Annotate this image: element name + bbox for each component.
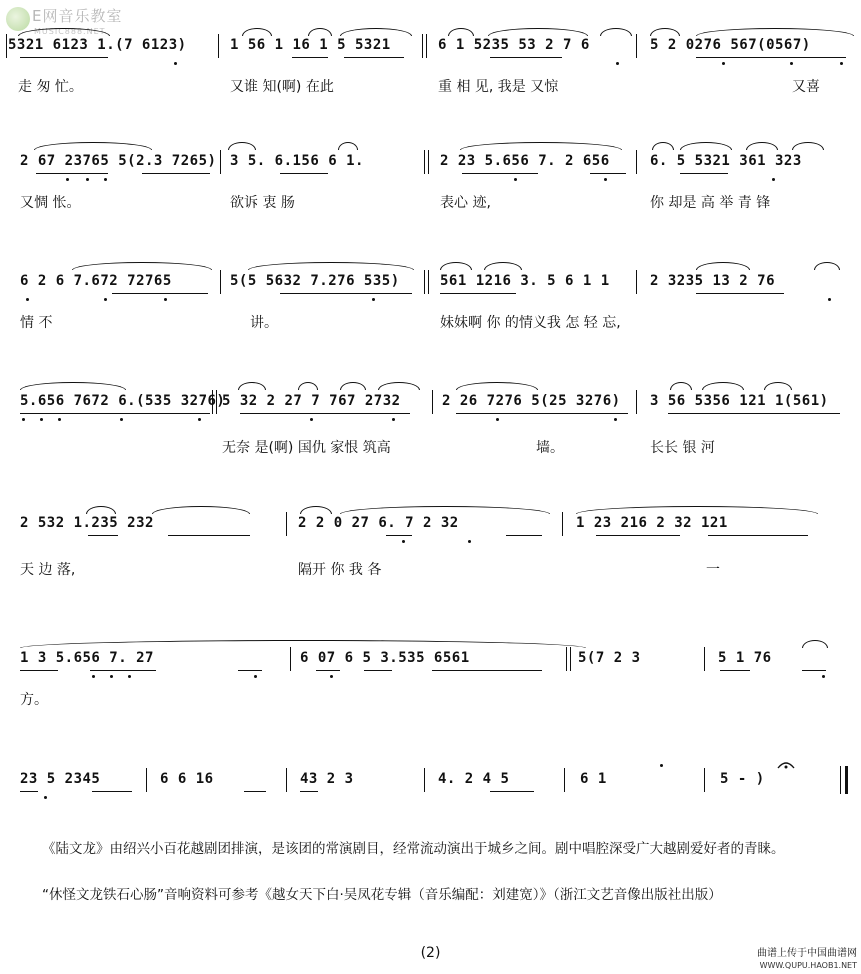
note-paragraph: 《陆文龙》由绍兴小百花越剧团排演，是该团的常演剧目，经常流动演出于城乡之间。剧中唱腔深受广大越剧爱好者的青睐。: [42, 841, 785, 857]
measure-notes: 5(5 5632 7.276 535): [230, 273, 400, 289]
lyric-line: 走 匆 忙。: [18, 79, 83, 95]
measure-notes: 5 32 2 27 7 767 2732: [222, 393, 401, 409]
slur: [488, 28, 588, 36]
lyric-line: 无奈 是(啊) 国仇 家恨 筑高: [222, 440, 391, 456]
lyric-line: 长长 银 河: [650, 440, 715, 456]
measure-notes: 1 56 1 16 1 5 5321: [230, 37, 391, 53]
slur: [308, 28, 332, 36]
measure-notes: 3 56 5356 121 1(561): [650, 393, 829, 409]
measure-notes: 5.656 7672 6.(535 3276): [20, 393, 226, 409]
measure-notes: 561 1216 3. 5 6 1 1: [440, 273, 610, 289]
measure-notes: 6 2 6 7.672 72765: [20, 273, 172, 289]
slur: [600, 28, 632, 36]
measure-notes: 2 3235 13 2 76: [650, 273, 776, 289]
measure-notes: 4. 2 4 5: [438, 771, 510, 787]
page-number: (2): [420, 945, 441, 961]
lyric-line: 欲诉 衷 肠: [230, 195, 295, 211]
lyric-line: 又谁 知(啊) 在此: [230, 79, 334, 95]
slur: [340, 28, 412, 36]
lyric-line: 重 相 见, 我是 又惊: [438, 79, 559, 95]
measure-notes: 5 2 0276 567(0567): [650, 37, 811, 53]
lyric-line: 天 边 落,: [20, 562, 76, 578]
slur: [696, 28, 854, 36]
watermark-title: E网音乐教室: [32, 7, 123, 25]
lyric-line: 讲。: [250, 315, 278, 331]
lyric-line: 表心 迹,: [440, 195, 491, 211]
measure-notes: 2 67 23765 5(2.3 7265): [20, 153, 217, 169]
measure-notes: 6. 5 5321 361 323: [650, 153, 802, 169]
lyric-line: 方。: [20, 692, 48, 708]
measure-notes: 1 3 5.656 7. 27: [20, 650, 154, 666]
measure-notes: 5321 6123 1.(7 6123): [8, 37, 187, 53]
slur: [650, 28, 680, 36]
measure-notes: 5 1 76: [718, 650, 772, 666]
upload-credit: [757, 948, 857, 972]
lyric-line: 你 却是 高 举 青 锋: [650, 195, 771, 211]
slur: [448, 28, 474, 36]
credit-text: 曲谱上传于中国曲谱网: [757, 948, 857, 959]
lyric-line: 隔开 你 我 各: [298, 562, 382, 578]
measure-notes: 5(7 2 3: [578, 650, 641, 666]
measure-notes: 2 26 7276 5(25 3276): [442, 393, 621, 409]
measure-notes: 23 5 2345: [20, 771, 101, 787]
measure-notes: 6 1 5235 53 2 7 6: [438, 37, 590, 53]
measure-notes: 2 2 0 27 6. 7 2 32: [298, 515, 459, 531]
note-paragraph: “休怪文龙铁石心肠”音响资料可参考《越女天下白·吴凤花专辑（音乐编配：刘建宽）》（浙江文艺音像出版社出版）: [42, 887, 722, 903]
lyric-line: 一: [706, 562, 720, 578]
measure-notes: 1 23 216 2 32 121: [576, 515, 728, 531]
measure-notes: 2 532 1.235 232: [20, 515, 154, 531]
credit-url: WWW.QUPU.HAOB1.NET: [759, 961, 857, 970]
lyric-line: 又惆 怅。: [20, 195, 81, 211]
measure-notes: 3 5. 6.156 6 1.: [230, 153, 364, 169]
watermark-logo-icon: [6, 7, 30, 31]
lyric-line: 墙。: [536, 440, 564, 456]
measure-notes: 6 6 16: [160, 771, 214, 787]
watermark-url: MUSIC888.NET: [34, 27, 106, 36]
measure-notes: 2 23 5.656 7. 2 656: [440, 153, 610, 169]
lyric-line: 又喜: [792, 79, 820, 95]
lyric-line: 情 不: [20, 315, 53, 331]
measure-notes: 6 1: [580, 771, 607, 787]
slur: [242, 28, 272, 36]
measure-notes: 43 2 3: [300, 771, 354, 787]
measure-notes: 6 07 6 5 3.535 6561: [300, 650, 470, 666]
measure-notes: 5 - ): [720, 771, 765, 787]
lyric-line: 妹妹啊 你 的情义我 怎 轻 忘,: [440, 315, 621, 331]
fermata-icon: [776, 758, 796, 770]
